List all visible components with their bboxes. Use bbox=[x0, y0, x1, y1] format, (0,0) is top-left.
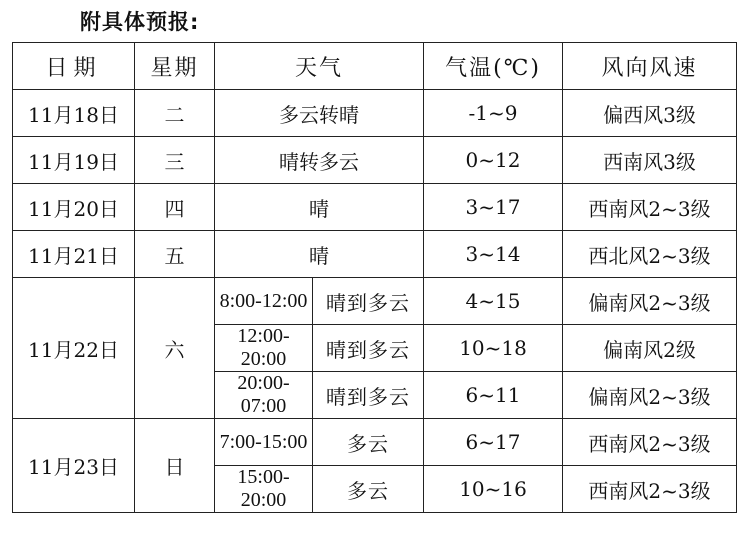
wind-cell: 西南风2~3级 bbox=[563, 419, 737, 466]
weekday-cell: 四 bbox=[135, 184, 215, 231]
wind-cell: 西南风2~3级 bbox=[563, 466, 737, 513]
weekday-cell: 三 bbox=[135, 137, 215, 184]
wind-cell: 偏西风3级 bbox=[563, 90, 737, 137]
weekday-cell: 六 bbox=[135, 278, 215, 419]
temp-cell: 6~11 bbox=[424, 372, 563, 419]
header-wind: 风向风速 bbox=[563, 43, 737, 90]
header-temperature: 气温(℃) bbox=[424, 43, 563, 90]
table-row bbox=[13, 231, 737, 278]
table-row bbox=[13, 137, 737, 184]
date-cell: 11月20日 bbox=[13, 184, 135, 231]
period-cell: 12:00-20:00 bbox=[215, 325, 313, 372]
date-cell: 11月23日 bbox=[13, 419, 135, 513]
weather-cell: 晴到多云 bbox=[313, 325, 424, 372]
wind-cell: 偏南风2~3级 bbox=[563, 278, 737, 325]
forecast-table bbox=[12, 42, 737, 513]
period-cell: 8:00-12:00 bbox=[215, 278, 313, 325]
date-cell: 11月19日 bbox=[13, 137, 135, 184]
period-cell: 7:00-15:00 bbox=[215, 419, 313, 466]
weather-cell: 晴到多云 bbox=[313, 372, 424, 419]
page-title: 附具体预报: bbox=[80, 10, 200, 34]
temp-cell: 10~16 bbox=[424, 466, 563, 513]
weekday-cell: 二 bbox=[135, 90, 215, 137]
weekday-cell: 五 bbox=[135, 231, 215, 278]
weather-cell: 晴 bbox=[215, 184, 424, 231]
wind-cell: 西南风2~3级 bbox=[563, 184, 737, 231]
header-weekday: 星期 bbox=[135, 43, 215, 90]
wind-cell: 偏南风2级 bbox=[563, 325, 737, 372]
period-cell: 15:00-20:00 bbox=[215, 466, 313, 513]
date-cell: 11月22日 bbox=[13, 278, 135, 419]
table-row bbox=[13, 278, 737, 325]
temp-cell: 10~18 bbox=[424, 325, 563, 372]
weather-cell: 晴到多云 bbox=[313, 278, 424, 325]
weather-cell: 多云 bbox=[313, 466, 424, 513]
table-row bbox=[13, 184, 737, 231]
date-cell: 11月18日 bbox=[13, 90, 135, 137]
table-row bbox=[13, 90, 737, 137]
weather-cell: 多云 bbox=[313, 419, 424, 466]
weather-cell: 多云转晴 bbox=[215, 90, 424, 137]
temp-cell: -1~9 bbox=[424, 90, 563, 137]
weather-cell: 晴 bbox=[215, 231, 424, 278]
temp-cell: 0~12 bbox=[424, 137, 563, 184]
header-row bbox=[13, 43, 737, 90]
wind-cell: 西南风3级 bbox=[563, 137, 737, 184]
header-weather: 天气 bbox=[215, 43, 424, 90]
header-date: 日期 bbox=[13, 43, 135, 90]
period-cell: 20:00-07:00 bbox=[215, 372, 313, 419]
temp-cell: 4~15 bbox=[424, 278, 563, 325]
table-row bbox=[13, 419, 737, 466]
temp-cell: 3~14 bbox=[424, 231, 563, 278]
wind-cell: 偏南风2~3级 bbox=[563, 372, 737, 419]
weather-cell: 晴转多云 bbox=[215, 137, 424, 184]
temp-cell: 3~17 bbox=[424, 184, 563, 231]
weekday-cell: 日 bbox=[135, 419, 215, 513]
wind-cell: 西北风2~3级 bbox=[563, 231, 737, 278]
temp-cell: 6~17 bbox=[424, 419, 563, 466]
date-cell: 11月21日 bbox=[13, 231, 135, 278]
